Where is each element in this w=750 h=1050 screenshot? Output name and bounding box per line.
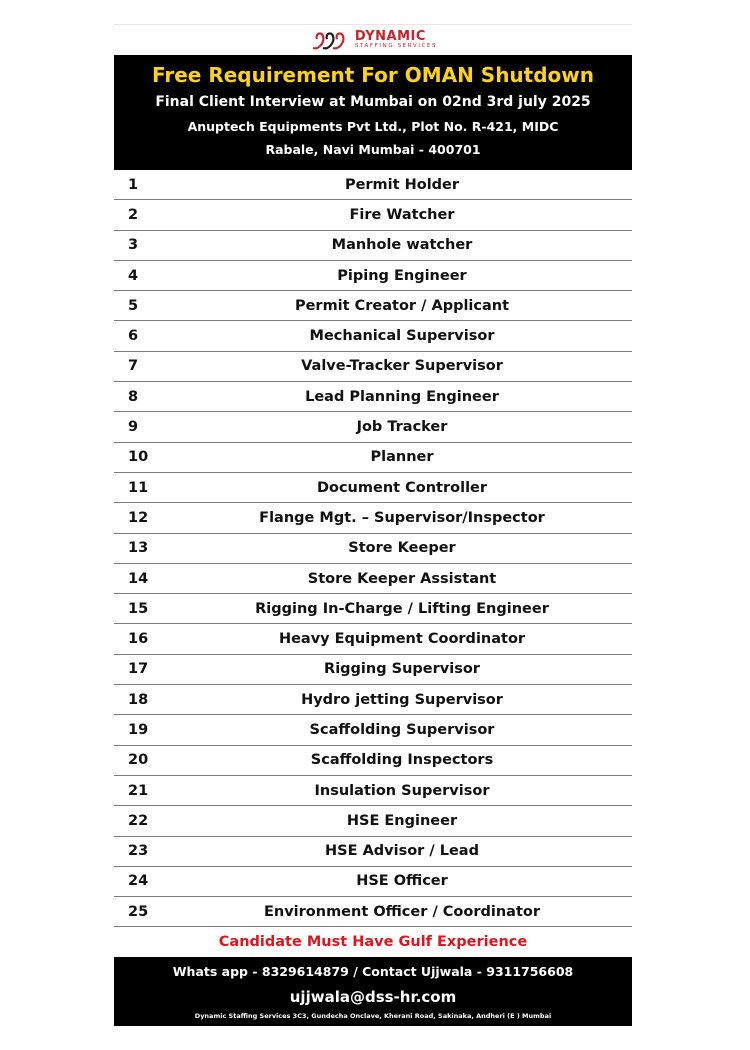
interview-line: Final Client Interview at Mumbai on 02nd 3rd july 2025: [155, 94, 591, 110]
table-row: [114, 685, 632, 715]
position-number: 3: [114, 230, 172, 260]
position-title: Scaffolding Inspectors: [172, 745, 632, 775]
position-title: Permit Holder: [172, 170, 632, 200]
position-title: Mechanical Supervisor: [172, 321, 632, 351]
position-number: 15: [114, 594, 172, 624]
positions-table: [114, 170, 632, 927]
position-number: 17: [114, 654, 172, 684]
table-row: [114, 230, 632, 260]
venue-address-line-2: Rabale, Navi Mumbai - 400701: [265, 142, 481, 157]
table-row: [114, 866, 632, 896]
position-number: 2: [114, 200, 172, 230]
position-title: Manhole watcher: [172, 230, 632, 260]
dss-logo-icon: [309, 28, 349, 52]
position-title: Permit Creator / Applicant: [172, 291, 632, 321]
table-row: [114, 472, 632, 502]
footer-band: [114, 957, 632, 1026]
position-number: 12: [114, 503, 172, 533]
position-number: 24: [114, 866, 172, 896]
position-title: Lead Planning Engineer: [172, 382, 632, 412]
position-title: Heavy Equipment Coordinator: [172, 624, 632, 654]
position-title: Store Keeper Assistant: [172, 563, 632, 593]
position-number: 22: [114, 806, 172, 836]
table-row: [114, 563, 632, 593]
position-number: 13: [114, 533, 172, 563]
position-number: 10: [114, 442, 172, 472]
table-row: [114, 321, 632, 351]
position-number: 14: [114, 563, 172, 593]
position-number: 18: [114, 685, 172, 715]
position-number: 5: [114, 291, 172, 321]
venue-address-line-1: Anuptech Equipments Pvt Ltd., Plot No. R-421, MIDC: [187, 119, 559, 134]
company-logo: [114, 24, 632, 55]
table-row: [114, 351, 632, 381]
table-row: [114, 745, 632, 775]
table-row: [114, 170, 632, 200]
position-title: Insulation Supervisor: [172, 775, 632, 805]
position-title: Fire Watcher: [172, 200, 632, 230]
header-band: [114, 55, 632, 170]
position-title: HSE Officer: [172, 866, 632, 896]
table-row: [114, 897, 632, 927]
table-row: [114, 594, 632, 624]
table-row: [114, 624, 632, 654]
position-number: 6: [114, 321, 172, 351]
position-number: 7: [114, 351, 172, 381]
position-number: 23: [114, 836, 172, 866]
flyer-title: Free Requirement For OMAN Shutdown: [151, 63, 595, 87]
position-title: HSE Advisor / Lead: [172, 836, 632, 866]
logo-name: DYNAMIC: [354, 29, 426, 45]
position-number: 16: [114, 624, 172, 654]
position-number: 25: [114, 897, 172, 927]
position-title: Rigging Supervisor: [172, 654, 632, 684]
table-row: [114, 503, 632, 533]
table-row: [114, 806, 632, 836]
position-title: Environment Officer / Coordinator: [172, 897, 632, 927]
logo-subtitle: STAFFING SERVICES: [354, 43, 438, 50]
experience-note: Candidate Must Have Gulf Experience: [218, 934, 528, 951]
position-number: 8: [114, 382, 172, 412]
contact-line: Whats app - 8329614879 / Contact Ujjwala - 9311756608: [172, 964, 574, 980]
table-row: [114, 442, 632, 472]
position-title: Scaffolding Supervisor: [172, 715, 632, 745]
position-title: Rigging In-Charge / Lifting Engineer: [172, 594, 632, 624]
table-row: [114, 775, 632, 805]
position-number: 11: [114, 472, 172, 502]
table-row: [114, 382, 632, 412]
position-number: 20: [114, 745, 172, 775]
position-title: Flange Mgt. – Supervisor/Inspector: [172, 503, 632, 533]
position-number: 19: [114, 715, 172, 745]
position-title: Hydro jetting Supervisor: [172, 685, 632, 715]
job-flyer: [114, 24, 632, 1026]
position-title: Piping Engineer: [172, 260, 632, 290]
table-row: [114, 260, 632, 290]
table-row: [114, 200, 632, 230]
position-title: Valve-Tracker Supervisor: [172, 351, 632, 381]
company-address: Dynamic Staffing Services 3C3, Gundecha Onclave, Kherani Road, Sakinaka, Andheri (E ) Mumbai: [194, 1012, 552, 1021]
position-title: HSE Engineer: [172, 806, 632, 836]
table-row: [114, 291, 632, 321]
position-number: 4: [114, 260, 172, 290]
position-title: Store Keeper: [172, 533, 632, 563]
position-number: 1: [114, 170, 172, 200]
table-row: [114, 533, 632, 563]
table-row: [114, 836, 632, 866]
position-title: Document Controller: [172, 472, 632, 502]
position-title: Planner: [172, 442, 632, 472]
position-title: Job Tracker: [172, 412, 632, 442]
position-number: 9: [114, 412, 172, 442]
position-number: 21: [114, 775, 172, 805]
email-address: ujjwala@dss-hr.com: [289, 988, 457, 1007]
table-row: [114, 654, 632, 684]
table-row: [114, 412, 632, 442]
table-row: [114, 715, 632, 745]
